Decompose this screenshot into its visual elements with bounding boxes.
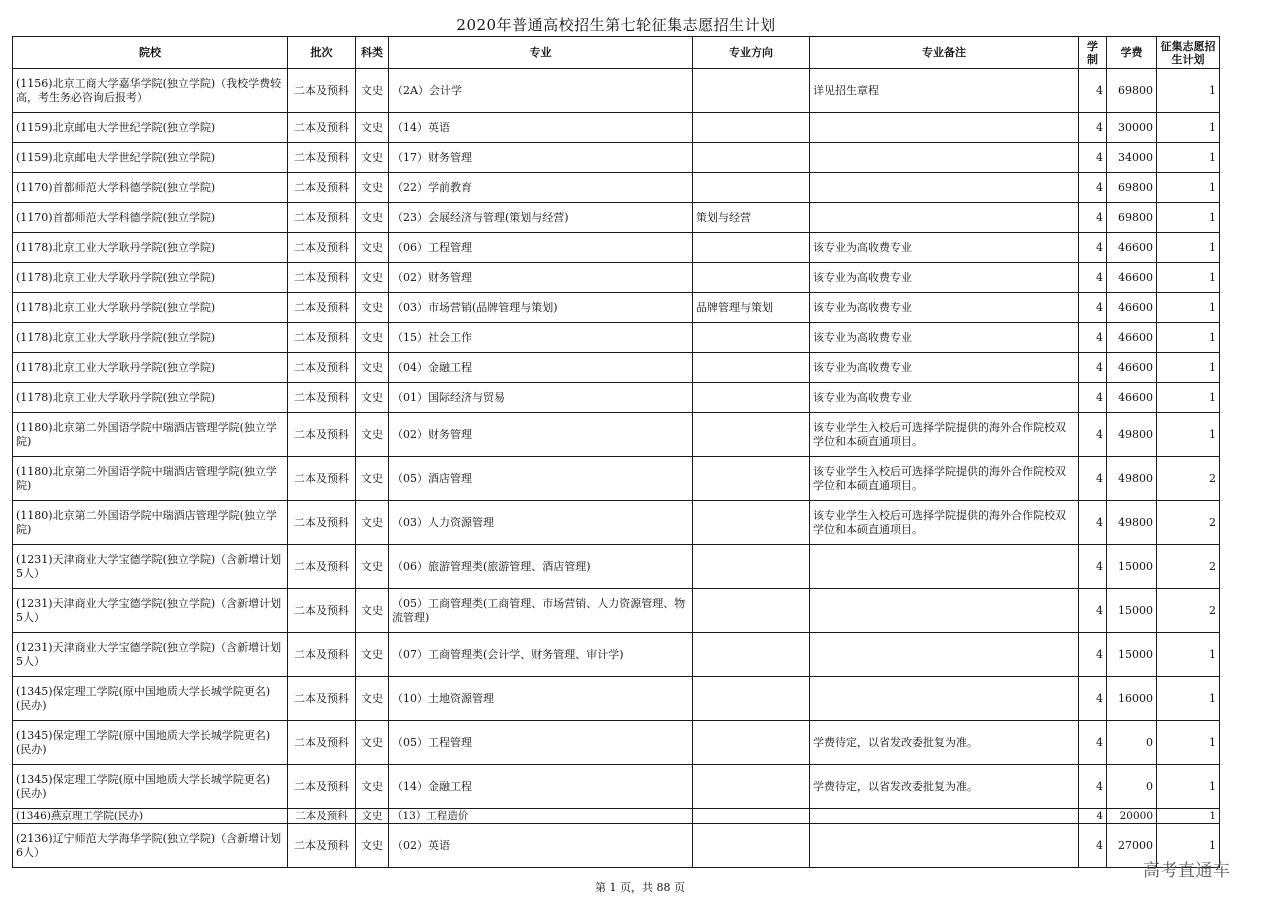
enrollment-plan-table — [12, 36, 1220, 868]
cell-school: (1345)保定理工学院(原中国地质大学长城学院更名)(民办) — [13, 677, 288, 721]
cell-plan: 1 — [1157, 353, 1220, 383]
header-school: 院校 — [13, 37, 288, 69]
cell-school: (1180)北京第二外国语学院中瑞酒店管理学院(独立学院) — [13, 457, 288, 501]
cell-batch: 二本及预科 — [288, 263, 356, 293]
header-direction: 专业方向 — [693, 37, 810, 69]
cell-years: 4 — [1079, 69, 1107, 113]
cell-years: 4 — [1079, 413, 1107, 457]
cell-direction — [693, 824, 810, 868]
cell-school: (1178)北京工业大学耿丹学院(独立学院) — [13, 233, 288, 263]
cell-batch: 二本及预科 — [288, 323, 356, 353]
cell-years: 4 — [1079, 293, 1107, 323]
cell-major: （07）工商管理类(会计学、财务管理、审计学) — [389, 633, 693, 677]
cell-school: (1180)北京第二外国语学院中瑞酒店管理学院(独立学院) — [13, 501, 288, 545]
cell-major: （10）土地资源管理 — [389, 677, 693, 721]
cell-batch: 二本及预科 — [288, 69, 356, 113]
cell-category: 文史 — [356, 457, 389, 501]
cell-category: 文史 — [356, 545, 389, 589]
cell-years: 4 — [1079, 633, 1107, 677]
cell-major: （17）财务管理 — [389, 143, 693, 173]
cell-batch: 二本及预科 — [288, 383, 356, 413]
cell-years: 4 — [1079, 353, 1107, 383]
cell-batch: 二本及预科 — [288, 633, 356, 677]
table-row — [13, 173, 1220, 203]
table-row — [13, 457, 1220, 501]
header-years: 学制 — [1079, 37, 1107, 69]
cell-fee: 16000 — [1107, 677, 1157, 721]
cell-years: 4 — [1079, 809, 1107, 824]
cell-remark — [810, 589, 1079, 633]
cell-major: （02）财务管理 — [389, 263, 693, 293]
cell-years: 4 — [1079, 113, 1107, 143]
cell-years: 4 — [1079, 143, 1107, 173]
cell-years: 4 — [1079, 383, 1107, 413]
watermark: 高考直通车 — [1143, 861, 1231, 881]
cell-plan: 1 — [1157, 203, 1220, 233]
table-row — [13, 143, 1220, 173]
cell-major: （03）人力资源管理 — [389, 501, 693, 545]
cell-years: 4 — [1079, 589, 1107, 633]
header-major: 专业 — [389, 37, 693, 69]
cell-years: 4 — [1079, 263, 1107, 293]
cell-school: (1346)燕京理工学院(民办) — [13, 809, 288, 824]
cell-remark: 该专业为高收费专业 — [810, 353, 1079, 383]
cell-direction — [693, 721, 810, 765]
table-row — [13, 353, 1220, 383]
cell-category: 文史 — [356, 203, 389, 233]
table-row — [13, 413, 1220, 457]
cell-school: (2136)辽宁师范大学海华学院(独立学院)（含新增计划6人） — [13, 824, 288, 868]
cell-direction — [693, 143, 810, 173]
cell-school: (1170)首都师范大学科德学院(独立学院) — [13, 203, 288, 233]
cell-remark: 该专业为高收费专业 — [810, 263, 1079, 293]
cell-fee: 46600 — [1107, 323, 1157, 353]
header-plan: 征集志愿招生计划 — [1157, 37, 1220, 69]
page-footer: 第 1 页，共 88 页 — [595, 881, 685, 894]
cell-years: 4 — [1079, 545, 1107, 589]
cell-batch: 二本及预科 — [288, 545, 356, 589]
cell-major: （02）财务管理 — [389, 413, 693, 457]
cell-plan: 2 — [1157, 545, 1220, 589]
cell-direction — [693, 353, 810, 383]
cell-major: （05）工商管理类(工商管理、市场营销、人力资源管理、物流管理) — [389, 589, 693, 633]
cell-major: （05）工程管理 — [389, 721, 693, 765]
cell-fee: 34000 — [1107, 143, 1157, 173]
cell-fee: 69800 — [1107, 203, 1157, 233]
cell-fee: 0 — [1107, 765, 1157, 809]
cell-major: （15）社会工作 — [389, 323, 693, 353]
cell-plan: 1 — [1157, 721, 1220, 765]
cell-batch: 二本及预科 — [288, 113, 356, 143]
cell-years: 4 — [1079, 824, 1107, 868]
cell-remark: 该专业为高收费专业 — [810, 383, 1079, 413]
cell-plan: 1 — [1157, 633, 1220, 677]
cell-category: 文史 — [356, 765, 389, 809]
cell-years: 4 — [1079, 501, 1107, 545]
cell-years: 4 — [1079, 457, 1107, 501]
cell-major: （23）会展经济与管理(策划与经营) — [389, 203, 693, 233]
cell-category: 文史 — [356, 824, 389, 868]
table-row — [13, 203, 1220, 233]
cell-direction — [693, 263, 810, 293]
cell-batch: 二本及预科 — [288, 824, 356, 868]
cell-major: （05）酒店管理 — [389, 457, 693, 501]
cell-direction — [693, 457, 810, 501]
cell-fee: 0 — [1107, 721, 1157, 765]
cell-school: (1178)北京工业大学耿丹学院(独立学院) — [13, 293, 288, 323]
cell-category: 文史 — [356, 143, 389, 173]
table-row — [13, 809, 1220, 824]
cell-school: (1178)北京工业大学耿丹学院(独立学院) — [13, 323, 288, 353]
cell-batch: 二本及预科 — [288, 721, 356, 765]
cell-plan: 1 — [1157, 69, 1220, 113]
cell-major: （22）学前教育 — [389, 173, 693, 203]
cell-batch: 二本及预科 — [288, 293, 356, 323]
cell-major: （13）工程造价 — [389, 809, 693, 824]
table-row — [13, 589, 1220, 633]
cell-plan: 2 — [1157, 589, 1220, 633]
cell-category: 文史 — [356, 323, 389, 353]
cell-batch: 二本及预科 — [288, 353, 356, 383]
cell-direction — [693, 233, 810, 263]
cell-fee: 69800 — [1107, 69, 1157, 113]
cell-years: 4 — [1079, 677, 1107, 721]
cell-school: (1231)天津商业大学宝德学院(独立学院)（含新增计划5人） — [13, 545, 288, 589]
cell-remark: 该专业为高收费专业 — [810, 233, 1079, 263]
cell-fee: 46600 — [1107, 353, 1157, 383]
cell-fee: 46600 — [1107, 233, 1157, 263]
cell-category: 文史 — [356, 413, 389, 457]
cell-fee: 20000 — [1107, 809, 1157, 824]
cell-direction — [693, 69, 810, 113]
table-row — [13, 633, 1220, 677]
cell-years: 4 — [1079, 323, 1107, 353]
cell-fee: 27000 — [1107, 824, 1157, 868]
header-remark: 专业备注 — [810, 37, 1079, 69]
cell-direction — [693, 323, 810, 353]
cell-remark — [810, 173, 1079, 203]
header-fee: 学费 — [1107, 37, 1157, 69]
cell-fee: 15000 — [1107, 589, 1157, 633]
cell-category: 文史 — [356, 633, 389, 677]
cell-batch: 二本及预科 — [288, 203, 356, 233]
cell-batch: 二本及预科 — [288, 501, 356, 545]
cell-school: (1178)北京工业大学耿丹学院(独立学院) — [13, 263, 288, 293]
cell-fee: 30000 — [1107, 113, 1157, 143]
table-row — [13, 69, 1220, 113]
cell-category: 文史 — [356, 113, 389, 143]
table-row — [13, 501, 1220, 545]
table-row — [13, 323, 1220, 353]
cell-remark — [810, 113, 1079, 143]
cell-direction — [693, 633, 810, 677]
cell-school: (1231)天津商业大学宝德学院(独立学院)（含新增计划5人） — [13, 589, 288, 633]
cell-category: 文史 — [356, 501, 389, 545]
cell-direction: 品牌管理与策划 — [693, 293, 810, 323]
cell-direction — [693, 383, 810, 413]
cell-batch: 二本及预科 — [288, 233, 356, 263]
cell-fee: 49800 — [1107, 501, 1157, 545]
table-header-row — [13, 37, 1220, 69]
cell-remark: 该专业学生入校后可选择学院提供的海外合作院校双学位和本硕直通项目。 — [810, 501, 1079, 545]
cell-plan: 1 — [1157, 323, 1220, 353]
cell-category: 文史 — [356, 69, 389, 113]
cell-plan: 1 — [1157, 143, 1220, 173]
cell-school: (1178)北京工业大学耿丹学院(独立学院) — [13, 383, 288, 413]
cell-major: （04）金融工程 — [389, 353, 693, 383]
cell-fee: 49800 — [1107, 413, 1157, 457]
cell-years: 4 — [1079, 173, 1107, 203]
cell-fee: 46600 — [1107, 383, 1157, 413]
cell-remark: 该专业学生入校后可选择学院提供的海外合作院校双学位和本硕直通项目。 — [810, 413, 1079, 457]
cell-school: (1159)北京邮电大学世纪学院(独立学院) — [13, 113, 288, 143]
cell-major: （14）金融工程 — [389, 765, 693, 809]
cell-fee: 69800 — [1107, 173, 1157, 203]
cell-remark: 详见招生章程 — [810, 69, 1079, 113]
cell-plan: 2 — [1157, 501, 1220, 545]
cell-plan: 1 — [1157, 113, 1220, 143]
cell-remark: 学费待定，以省发改委批复为准。 — [810, 721, 1079, 765]
cell-category: 文史 — [356, 353, 389, 383]
cell-batch: 二本及预科 — [288, 589, 356, 633]
cell-batch: 二本及预科 — [288, 457, 356, 501]
cell-remark: 该专业为高收费专业 — [810, 323, 1079, 353]
table-row — [13, 824, 1220, 868]
cell-remark: 学费待定，以省发改委批复为准。 — [810, 765, 1079, 809]
cell-category: 文史 — [356, 721, 389, 765]
table-row — [13, 383, 1220, 413]
cell-school: (1156)北京工商大学嘉华学院(独立学院)（我校学费较高，考生务必咨询后报考） — [13, 69, 288, 113]
cell-batch: 二本及预科 — [288, 765, 356, 809]
cell-fee: 15000 — [1107, 545, 1157, 589]
cell-fee: 46600 — [1107, 293, 1157, 323]
cell-direction — [693, 501, 810, 545]
cell-years: 4 — [1079, 203, 1107, 233]
cell-remark — [810, 677, 1079, 721]
cell-school: (1345)保定理工学院(原中国地质大学长城学院更名)(民办) — [13, 765, 288, 809]
cell-plan: 1 — [1157, 383, 1220, 413]
table-row — [13, 765, 1220, 809]
cell-category: 文史 — [356, 383, 389, 413]
table-body — [13, 69, 1220, 868]
cell-remark — [810, 824, 1079, 868]
cell-direction — [693, 545, 810, 589]
cell-major: （02）英语 — [389, 824, 693, 868]
cell-school: (1159)北京邮电大学世纪学院(独立学院) — [13, 143, 288, 173]
cell-school: (1231)天津商业大学宝德学院(独立学院)（含新增计划5人） — [13, 633, 288, 677]
cell-major: （03）市场营销(品牌管理与策划) — [389, 293, 693, 323]
cell-batch: 二本及预科 — [288, 413, 356, 457]
header-batch: 批次 — [288, 37, 356, 69]
cell-plan: 1 — [1157, 233, 1220, 263]
cell-years: 4 — [1079, 233, 1107, 263]
cell-direction — [693, 589, 810, 633]
header-category: 科类 — [356, 37, 389, 69]
cell-school: (1180)北京第二外国语学院中瑞酒店管理学院(独立学院) — [13, 413, 288, 457]
cell-category: 文史 — [356, 293, 389, 323]
cell-fee: 15000 — [1107, 633, 1157, 677]
cell-plan: 1 — [1157, 263, 1220, 293]
cell-school: (1170)首都师范大学科德学院(独立学院) — [13, 173, 288, 203]
cell-category: 文史 — [356, 263, 389, 293]
cell-category: 文史 — [356, 677, 389, 721]
cell-direction: 策划与经营 — [693, 203, 810, 233]
cell-direction — [693, 173, 810, 203]
cell-plan: 1 — [1157, 809, 1220, 824]
table-row — [13, 721, 1220, 765]
cell-plan: 2 — [1157, 457, 1220, 501]
cell-remark — [810, 633, 1079, 677]
cell-fee: 46600 — [1107, 263, 1157, 293]
table-row — [13, 263, 1220, 293]
cell-years: 4 — [1079, 765, 1107, 809]
cell-major: （01）国际经济与贸易 — [389, 383, 693, 413]
cell-plan: 1 — [1157, 765, 1220, 809]
cell-plan: 1 — [1157, 413, 1220, 457]
table-row — [13, 233, 1220, 263]
cell-direction — [693, 113, 810, 143]
cell-category: 文史 — [356, 809, 389, 824]
cell-major: （06）工程管理 — [389, 233, 693, 263]
cell-category: 文史 — [356, 233, 389, 263]
cell-school: (1178)北京工业大学耿丹学院(独立学院) — [13, 353, 288, 383]
cell-plan: 1 — [1157, 824, 1220, 868]
cell-remark — [810, 203, 1079, 233]
cell-category: 文史 — [356, 589, 389, 633]
cell-direction — [693, 765, 810, 809]
cell-batch: 二本及预科 — [288, 677, 356, 721]
table-row — [13, 677, 1220, 721]
table-row — [13, 545, 1220, 589]
cell-major: （2A）会计学 — [389, 69, 693, 113]
cell-school: (1345)保定理工学院(原中国地质大学长城学院更名)(民办) — [13, 721, 288, 765]
cell-major: （06）旅游管理类(旅游管理、酒店管理) — [389, 545, 693, 589]
cell-plan: 1 — [1157, 293, 1220, 323]
cell-batch: 二本及预科 — [288, 173, 356, 203]
cell-remark — [810, 143, 1079, 173]
cell-major: （14）英语 — [389, 113, 693, 143]
cell-direction — [693, 809, 810, 824]
cell-plan: 1 — [1157, 677, 1220, 721]
cell-plan: 1 — [1157, 173, 1220, 203]
table-row — [13, 293, 1220, 323]
cell-batch: 二本及预科 — [288, 809, 356, 824]
document-title: 2020年普通高校招生第七轮征集志愿招生计划 — [456, 16, 776, 34]
cell-remark — [810, 809, 1079, 824]
cell-category: 文史 — [356, 173, 389, 203]
cell-batch: 二本及预科 — [288, 143, 356, 173]
cell-remark — [810, 545, 1079, 589]
cell-remark: 该专业学生入校后可选择学院提供的海外合作院校双学位和本硕直通项目。 — [810, 457, 1079, 501]
cell-remark: 该专业为高收费专业 — [810, 293, 1079, 323]
cell-years: 4 — [1079, 721, 1107, 765]
cell-direction — [693, 413, 810, 457]
cell-direction — [693, 677, 810, 721]
table-row — [13, 113, 1220, 143]
cell-fee: 49800 — [1107, 457, 1157, 501]
